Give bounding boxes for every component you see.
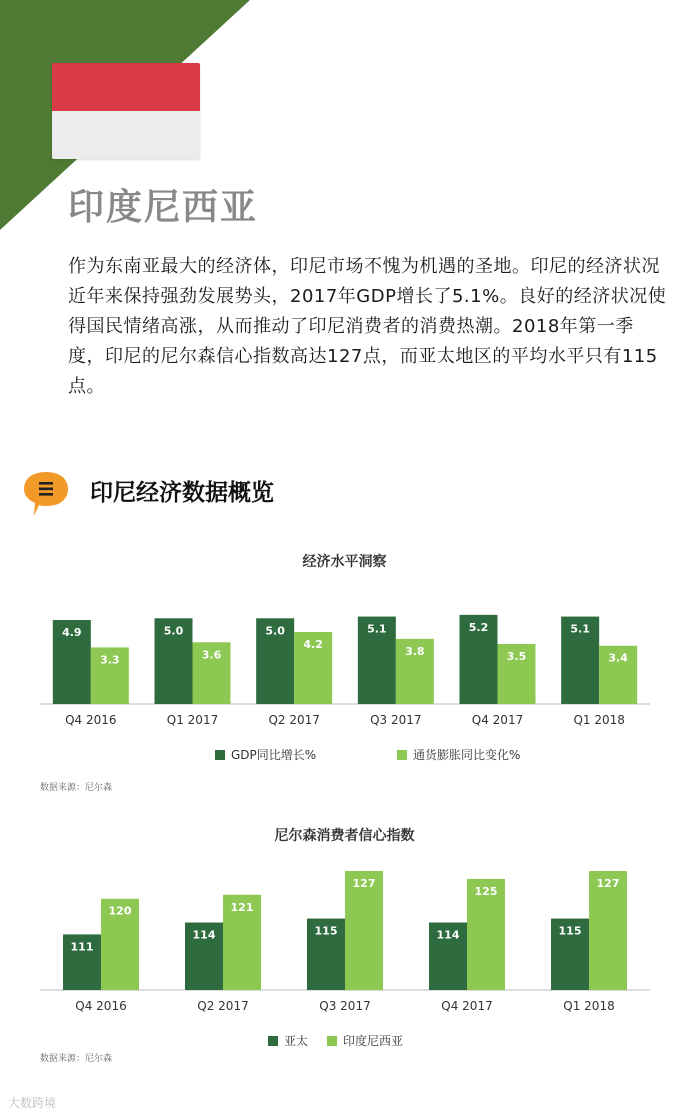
flag-red-stripe [52,63,200,111]
legend-label: 印度尼西亚 [343,1034,404,1048]
legend-swatch-dark [268,1036,278,1046]
section-title: 印尼经济数据概览 [90,480,274,506]
data-label: 4.2 [303,638,323,651]
x-tick-label: Q3 2017 [370,713,422,727]
x-tick-label: Q4 2016 [75,999,127,1013]
legend-label: GDP同比增长% [231,748,317,762]
chart1-economy [0,580,689,730]
legend-label: 通货膨胀同比变化% [413,748,521,762]
indonesia-flag [52,63,200,159]
chart1-legend-inflation [397,746,520,763]
data-label: 5.2 [468,620,489,634]
section-header [20,470,620,520]
data-label: 121 [230,900,254,914]
data-label: 111 [70,940,94,954]
data-label: 3.8 [405,644,425,658]
data-label: 5.0 [265,624,285,638]
data-label: 3.6 [201,648,222,662]
x-tick-label: Q4 2017 [471,713,524,727]
data-label: 120 [108,904,132,918]
chart2-source: 数据来源：尼尔森 [40,1054,113,1064]
x-tick-label: Q2 2017 [197,999,249,1013]
x-tick-label: Q3 2017 [319,999,371,1013]
x-tick-label: Q1 2018 [563,999,615,1013]
data-label: 3.5 [506,650,527,663]
data-label: 127 [596,877,620,890]
legend-label: 亚太 [284,1034,309,1048]
data-label: 3.3 [100,653,120,667]
data-label: 114 [192,928,216,942]
country-title: 印度尼西亚 [68,187,259,228]
data-label: 5.1 [570,622,590,636]
data-label: 3.4 [608,651,628,665]
data-label: 5.1 [367,622,387,636]
flag-white-stripe [52,111,200,159]
x-tick-label: Q1 2018 [573,713,625,727]
chart2-confidence [0,850,689,1030]
data-label: 114 [436,928,460,942]
chart2-title: 尼尔森消费者信心指数 [274,828,415,844]
chart1-source: 数据来源：尼尔森 [40,783,113,793]
data-label: 127 [352,877,376,890]
legend-swatch-light [327,1036,337,1046]
x-tick-label: Q2 2017 [268,713,320,727]
data-label: 115 [558,924,582,938]
x-tick-label: Q4 2016 [65,713,117,727]
x-tick-label: Q4 2017 [441,999,493,1013]
speech-bubble-list-icon [20,470,72,520]
data-label: 115 [314,924,338,938]
watermark-text: 大数跨境 [8,1096,57,1110]
data-label: 125 [474,884,498,898]
legend-swatch-light [397,750,407,760]
chart1-title: 经济水平洞察 [302,554,387,570]
data-label: 5.0 [163,624,184,638]
intro-paragraph: 作为东南亚最大的经济体，印尼市场不愧为机遇的圣地。印尼的经济状况近年来保持强劲发展势头，2017年GDP增长了5.1%。良好的经济状况使得国民情绪高涨，从而推动了印尼消费者的消费热潮。2018年第一季度，印尼的尼尔森信心指数高达127点，而亚太地区的平均水平只有115点。 [68,256,667,397]
data-label: 4.9 [62,626,82,639]
chart1-legend-gdp [215,746,316,763]
x-tick-label: Q1 2017 [166,713,219,727]
chart2-legend-apac [268,1032,308,1049]
chart2-legend-indonesia [327,1032,403,1049]
legend-swatch-dark [215,750,225,760]
